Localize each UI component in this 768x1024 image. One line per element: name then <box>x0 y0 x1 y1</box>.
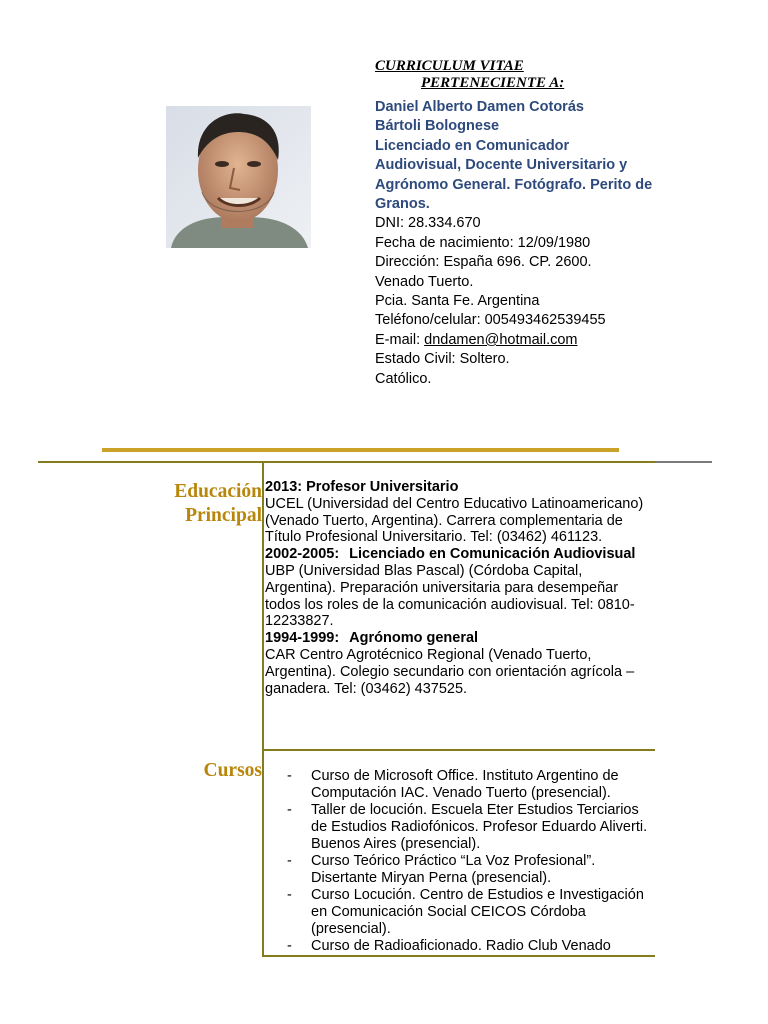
course-item <box>280 768 655 802</box>
bullet-dash: - <box>287 802 292 818</box>
profession-line: Agrónomo General. Fotógrafo. Perito de <box>375 176 653 193</box>
courses-list <box>280 768 655 955</box>
personal-info <box>375 98 695 389</box>
education-entry-title <box>265 630 650 647</box>
education-entry <box>265 546 650 630</box>
bullet-dash: - <box>287 887 292 903</box>
education-degree: Profesor Universitario <box>306 479 459 495</box>
cv-title-line1: CURRICULUM VITAE <box>375 58 524 74</box>
course-item <box>280 938 655 955</box>
section-top-rule-grey <box>655 461 712 463</box>
cv-title <box>375 58 564 92</box>
course-item <box>280 853 655 887</box>
profession-line: Licenciado en Comunicador <box>375 137 570 154</box>
section-bottom-rule <box>262 955 655 957</box>
course-item <box>280 802 655 853</box>
education-entry-body: CAR Centro Agrotécnico Regional (Venado Tuerto, Argentina). Colegio secundario con orientación agrícola – ganadera. Tel: (03462) 437525. <box>265 646 635 697</box>
city: Venado Tuerto. <box>375 273 474 290</box>
course-text: Curso de Microsoft Office. Instituto Argentino de Computación IAC. Venado Tuerto (presencial). <box>311 768 619 801</box>
education-degree: Licenciado en Comunicación Audiovisual <box>349 546 636 563</box>
education-heading-line1: Educación <box>174 481 262 502</box>
portrait-photo <box>166 106 311 248</box>
education-heading-line2: Principal <box>185 505 262 526</box>
courses-heading: Cursos <box>203 760 262 781</box>
education-entry-title <box>265 546 650 563</box>
email-row <box>375 331 695 350</box>
section-vertical-rule <box>262 463 264 957</box>
education-degree: Agrónomo general <box>349 630 479 647</box>
bullet-dash: - <box>287 938 292 954</box>
course-item <box>280 887 655 938</box>
address: Dirección: España 696. CP. 2600. <box>375 254 592 271</box>
civil-status: Estado Civil: Soltero. <box>375 351 510 368</box>
education-entry-body: UCEL (Universidad del Centro Educativo Latinoamericano) (Venado Tuerto, Argentina). Carrera complementaria de Título Profesional Universitario. Tel: (03462) 461123. <box>265 495 644 546</box>
education-entry <box>265 630 650 697</box>
education-entry <box>265 479 650 546</box>
education-years: 1994-1999: <box>265 630 340 647</box>
phone: Teléfono/celular: 005493462539455 <box>375 312 606 329</box>
education-years: 2013: <box>265 479 303 495</box>
religion: Católico. <box>375 370 432 387</box>
province: Pcia. Santa Fe. Argentina <box>375 293 540 310</box>
course-text: Curso Locución. Centro de Estudios e Investigación en Comunicación Social CEICOS Córdoba (presencial). <box>311 887 644 937</box>
email-link[interactable]: dndamen@hotmail.com <box>424 331 578 348</box>
gold-divider <box>102 448 619 452</box>
cv-title-line2: PERTENECIENTE A: <box>421 75 565 91</box>
education-entry-body: UBP (Universidad Blas Pascal) (Córdoba Capital, Argentina). Preparación universitaria para desempeñar todos los roles de la comunicación audiovisual. Tel: 0810-12233827. <box>265 562 635 630</box>
education-entry-title <box>265 479 650 496</box>
course-text: Curso Teórico Práctico “La Voz Profesional”. Disertante Miryan Perna (presencial). <box>311 853 596 886</box>
portrait-photo-icon <box>166 106 311 248</box>
name-line: Bártoli Bolognese <box>375 118 500 135</box>
dni: DNI: 28.334.670 <box>375 215 481 232</box>
education-heading <box>100 480 262 528</box>
bullet-dash: - <box>287 768 292 784</box>
birth-date: Fecha de nacimiento: 12/09/1980 <box>375 234 591 251</box>
course-text: Curso de Radioaficionado. Radio Club Venado <box>311 938 611 954</box>
bullet-dash: - <box>287 853 292 869</box>
profession-line: Audiovisual, Docente Universitario y <box>375 157 628 174</box>
education-years: 2002-2005: <box>265 546 340 563</box>
section-middle-rule <box>262 749 655 751</box>
name-line: Daniel Alberto Damen Cotorás <box>375 99 584 115</box>
course-text: Taller de locución. Escuela Eter Estudios Terciarios de Estudios Radiofónicos. Profesor Eduardo Aliverti. Buenos Aires (presencial). <box>311 802 648 852</box>
education-list <box>265 479 650 697</box>
section-top-rule <box>38 461 655 463</box>
profession-line: Granos. <box>375 196 430 213</box>
email-label: E-mail: <box>375 331 425 348</box>
